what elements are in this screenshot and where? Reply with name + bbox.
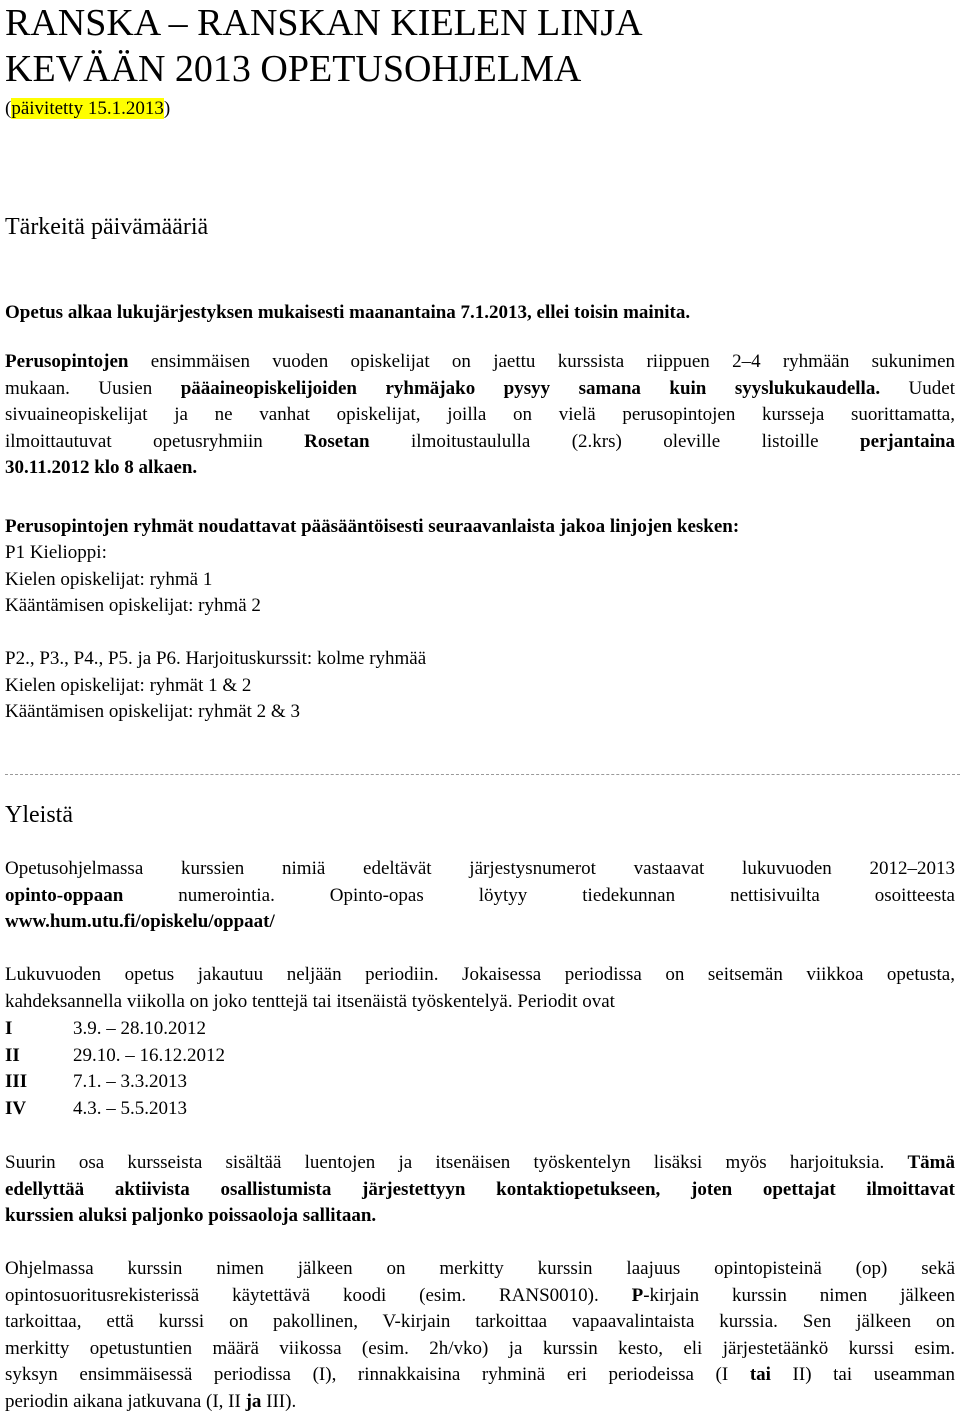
period-row: II 29.10. – 16.12.2012 (5, 1045, 225, 1066)
title-line-2: KEVÄÄN 2013 OPETUSOHJELMA (5, 48, 582, 90)
intro-paragraph: Opetusohjelmassa kurssien nimiä edeltävät järjestysnumerot vastaavat lukuvuoden 2012–2013 opinto-oppaan numerointia. Opinto-opas löytyy tiedekunnan nettisivuilta osoitteesta www.hum.utu.fi/opiskelu/oppaat/ (5, 856, 955, 936)
p1-label: P1 Kielioppi: (5, 542, 107, 563)
period-row: III 7.1. – 3.3.2013 (5, 1071, 187, 1092)
p1-group-language: Kielen opiskelijat: ryhmä 1 (5, 569, 213, 590)
p2-p6-group-translation: Kääntämisen opiskelijat: ryhmät 2 & 3 (5, 701, 300, 722)
updated-date-highlight: päivitetty 15.1.2013 (11, 98, 164, 119)
periods-paragraph: Lukuvuoden opetus jakautuu neljään periodiin. Jokaisessa periodissa on seitsemän viikkoa opetusta, kahdeksannella viikolla on joko tenttejä tai itsenäistä työskentelyä. Periodit ovat (5, 964, 955, 1012)
start-date-line: Opetus alkaa lukujärjestyksen mukaisesti maanantaina 7.1.2013, ellei toisin mainita. (5, 302, 691, 323)
important-dates-heading: Tärkeitä päivämääriä (5, 214, 209, 240)
p1-group-translation: Kääntämisen opiskelijat: ryhmä 2 (5, 595, 261, 616)
course-code-paragraph: Ohjelmassa kurssin nimen jälkeen on merkitty kurssin laajuus opintopisteinä (op) sekä opintosuoritusrekisterissä käytettävä koodi (esim. RANS0010). P-kirjain kurssin nimen jälkeen tarkoittaa, että kurssi on pakollinen, V-kirjain tarkoittaa vapaavalintaista kurssia. Sen jälkeen on merkitty opetustuntien määrä viikossa (esim. 2h/vko) ja kurssin kesto, eli järjestetäänkö kurssi esim. syksyn ensimmäisessä periodissa (I), rinnakkaisina ryhminä eri periodeissa (I tai II) tai useamman periodin aikana jatkuvana (I, II ja III). (5, 1258, 955, 1412)
groups-distribution-heading: Perusopintojen ryhmät noudattavat pääsääntöisesti seuraavanlaista jakoa linjojen kesken: (5, 516, 740, 537)
title-line-1: RANSKA – RANSKAN KIELEN LINJA (5, 2, 643, 44)
page-title (5, 0, 955, 92)
section-divider (5, 774, 960, 775)
period-row: I 3.9. – 28.10.2012 (5, 1018, 206, 1039)
p2-p6-label: P2., P3., P4., P5. ja P6. Harjoituskurssit: kolme ryhmää (5, 648, 427, 669)
general-heading: Yleistä (5, 802, 73, 828)
attendance-paragraph: Suurin osa kursseista sisältää luentojen ja itsenäisen työskentelyn lisäksi myös harjoituksia. Tämä edellyttää aktiivista osallistumista järjestettyyn kontaktiopetukseen, joten opettajat ilmoittavat kurssien aluksi paljonko poissaoloja sallitaan. (5, 1152, 955, 1226)
p2-p6-group-language: Kielen opiskelijat: ryhmät 1 & 2 (5, 675, 252, 696)
period-row: IV 4.3. – 5.5.2013 (5, 1098, 187, 1119)
groups-paragraph: Perusopintojen ensimmäisen vuoden opiskelijat on jaettu kurssista riippuen 2–4 ryhmään sukunimen mukaan. Uusien pääaineopiskelijoiden ryhmäjako pysyy samana kuin syyslukukaudella. Uudet sivuaineopiskelijat ja ne vanhat opiskelijat, joilla on vielä perusopintojen kursseja suorittamatta, ilmoittautuvat opetusryhmiin Rosetan ilmoitustaululla (2.krs) oleville listoille perjantaina 30.11.2012 klo 8 alkaen. (5, 351, 955, 478)
updated-note: (päivitetty 15.1.2013) (5, 98, 171, 119)
guide-link: www.hum.utu.fi/opiskelu/oppaat/ (5, 911, 275, 932)
